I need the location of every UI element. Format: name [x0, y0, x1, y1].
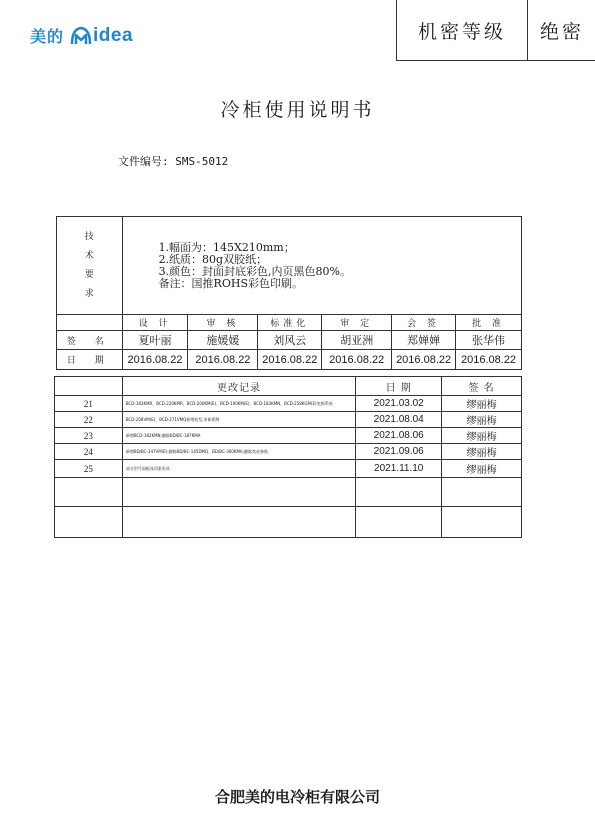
change-description: 新增BD/BC-347VM(E);删除BD/BC-145DMQ、BD/BC-300KMA;删除类星参数	[122, 444, 355, 460]
change-date: 2021.09.06	[356, 444, 442, 460]
empty-cell	[122, 507, 355, 538]
change-record-header: 更改记录	[122, 377, 355, 396]
change-record-table	[54, 376, 522, 538]
tech-label-char: 要	[84, 269, 94, 280]
change-date-header: 日 期	[356, 377, 442, 396]
change-number: 25	[55, 460, 123, 478]
table-row	[55, 507, 522, 538]
sign-date: 2016.08.22	[122, 350, 188, 370]
date-label: 日 期	[57, 350, 123, 370]
signer-name: 胡亚洲	[322, 331, 392, 350]
requirement-line: 2.纸质：80g双胶纸；	[158, 252, 268, 266]
confidentiality-label: 机密等级	[397, 0, 528, 60]
midea-logo	[30, 24, 133, 47]
change-description: BCD-183KMR、BCD-220KMR、BCD-200KM(E)、BCD-190KM(E)、BCD-183KMN、BCD-258KGM(E)变频系统	[122, 396, 355, 412]
table-row	[55, 444, 522, 460]
midea-m-icon	[70, 26, 92, 46]
change-date: 2021.08.06	[356, 428, 442, 444]
change-date: 2021.08.04	[356, 412, 442, 428]
change-signer: 缪丽梅	[442, 396, 522, 412]
change-signer: 缪丽梅	[442, 428, 522, 444]
empty-cell	[442, 478, 522, 507]
document-title: 冷柜使用说明书	[220, 99, 375, 121]
signer-name: 刘风云	[258, 331, 322, 350]
change-description: BCD-208VM(E)、BCD-271VMQ新增机型,更新铭牌	[122, 412, 355, 428]
tech-requirements-label	[57, 217, 123, 315]
sign-label: 签 名	[57, 331, 123, 350]
change-signer: 缪丽梅	[442, 412, 522, 428]
requirement-line: 备注：国推ROHS彩色印刷。	[158, 276, 303, 290]
change-number: 23	[55, 428, 123, 444]
role-header: 审 核	[188, 315, 258, 331]
tech-label-char: 术	[84, 250, 94, 261]
change-number: 21	[55, 396, 123, 412]
table-row	[55, 412, 522, 428]
requirement-line: 3.颜色：封面封底彩色,内页黑色80%。	[158, 264, 352, 278]
empty-cell	[356, 478, 442, 507]
sign-date: 2016.08.22	[188, 350, 258, 370]
tech-label-char: 技	[84, 231, 94, 242]
change-sign-header: 签 名	[442, 377, 522, 396]
signer-name: 夏叶丽	[122, 331, 188, 350]
document-number: 文件编号: SMS-5012	[118, 155, 229, 168]
empty-cell	[442, 507, 522, 538]
empty-cell	[55, 478, 123, 507]
role-header: 会 签	[392, 315, 456, 331]
empty-cell	[55, 507, 123, 538]
requirement-line: 1.幅面为：145X210mm；	[158, 240, 295, 254]
tech-requirements-text	[122, 217, 521, 315]
logo-en-text: idea	[93, 24, 134, 46]
change-description: 部分型号面板丝印重更改	[122, 460, 355, 478]
table-row	[55, 428, 522, 444]
empty-cell	[122, 478, 355, 507]
blank-cell	[55, 377, 123, 396]
change-number: 24	[55, 444, 123, 460]
sign-date: 2016.08.22	[456, 350, 522, 370]
signer-name: 张华伟	[456, 331, 522, 350]
table-row	[55, 460, 522, 478]
table-row	[55, 396, 522, 412]
role-header: 设 计	[122, 315, 188, 331]
sign-date: 2016.08.22	[258, 350, 322, 370]
change-date: 2021.03.02	[356, 396, 442, 412]
sign-date: 2016.08.22	[322, 350, 392, 370]
change-number: 22	[55, 412, 123, 428]
sign-date: 2016.08.22	[392, 350, 456, 370]
change-description: 新增BCD-182KMN;删除BD/BC-187KMA	[122, 428, 355, 444]
signer-name: 施媛媛	[188, 331, 258, 350]
confidentiality-box	[396, 0, 595, 61]
change-signer: 缪丽梅	[442, 444, 522, 460]
tech-label-char: 求	[84, 288, 94, 299]
empty-cell	[356, 507, 442, 538]
blank-cell	[57, 315, 123, 331]
role-header: 批 准	[456, 315, 522, 331]
signer-name: 郑婵婵	[392, 331, 456, 350]
table-row	[55, 478, 522, 507]
confidentiality-value: 绝密	[539, 20, 584, 43]
role-header: 审 定	[322, 315, 392, 331]
role-header: 标准化	[258, 315, 322, 331]
change-signer: 缪丽梅	[442, 460, 522, 478]
company-name: 合肥美的电冷柜有限公司	[214, 788, 380, 806]
logo-cn-text: 美的	[30, 27, 65, 46]
approval-table	[56, 216, 522, 370]
change-date: 2021.11.10	[356, 460, 442, 478]
